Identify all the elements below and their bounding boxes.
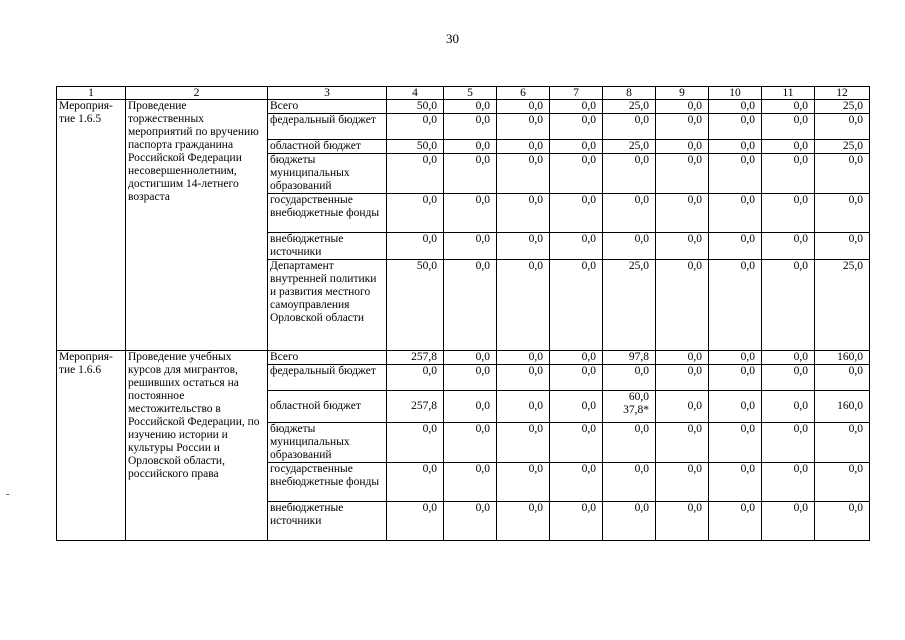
value-cell: 0,0 (656, 351, 709, 365)
value-cell: 0,0 (497, 233, 550, 260)
activity-title: Проведение торжественных мероприятий по вручению паспорта гражданина Российской Федерации несовершеннолетним, достигшим 14-летнего возраста (126, 100, 268, 351)
value-cell: 0,0 (656, 114, 709, 140)
value-cell: 0,0 (497, 194, 550, 233)
value-cell: 0,0 (497, 423, 550, 463)
funding-source: Всего (268, 351, 387, 365)
value-cell: 0,0 (656, 154, 709, 194)
value-cell: 0,0 (550, 154, 603, 194)
value-cell: 0,0 (550, 365, 603, 391)
value-cell: 50,0 (387, 140, 444, 154)
value-cell: 0,0 (762, 154, 815, 194)
value-cell: 0,0 (762, 351, 815, 365)
header-cell: 3 (268, 87, 387, 100)
header-cell: 12 (815, 87, 870, 100)
funding-source: государственные внебюджетные фонды (268, 463, 387, 502)
activity-code: Мероприя-тие 1.6.6 (57, 351, 126, 541)
funding-source: государственные внебюджетные фонды (268, 194, 387, 233)
header-cell: 1 (57, 87, 126, 100)
activity-title: Проведение учебных курсов для мигрантов, решивших остаться на постоянное местожительство в Российской Федерации, по изучению истории и культуры России и Орловской области, российского права (126, 351, 268, 541)
value-cell: 25,0 (815, 260, 870, 351)
value-cell: 0,0 (550, 463, 603, 502)
value-cell: 0,0 (656, 423, 709, 463)
funding-source: федеральный бюджет (268, 114, 387, 140)
value-cell: 0,0 (497, 351, 550, 365)
value-cell: 0,0 (603, 463, 656, 502)
value-cell: 0,0 (444, 502, 497, 541)
value-cell: 0,0 (656, 194, 709, 233)
value-cell: 0,0 (444, 194, 497, 233)
value-cell: 0,0 (497, 463, 550, 502)
value-cell: 0,0 (497, 154, 550, 194)
value-cell: 0,0 (815, 365, 870, 391)
value-cell: 0,0 (815, 463, 870, 502)
value-cell: 0,0 (656, 463, 709, 502)
page-number: 30 (446, 31, 459, 46)
value-cell: 0,0 (603, 154, 656, 194)
header-cell: 4 (387, 87, 444, 100)
value-cell: 25,0 (815, 100, 870, 114)
value-cell: 0,0 (497, 260, 550, 351)
value-cell: 0,0 (709, 140, 762, 154)
value-cell: 0,0 (815, 114, 870, 140)
value-cell: 0,0 (550, 194, 603, 233)
value-cell: 0,0 (762, 463, 815, 502)
header-cell: 11 (762, 87, 815, 100)
value-cell: 0,0 (497, 365, 550, 391)
value-cell: 0,0 (762, 114, 815, 140)
value-cell: 0,0 (656, 100, 709, 114)
header-cell: 10 (709, 87, 762, 100)
value-cell: 0,0 (550, 391, 603, 423)
value-cell: 0,0 (387, 365, 444, 391)
header-cell: 7 (550, 87, 603, 100)
value-cell: 0,0 (656, 365, 709, 391)
value-cell: 0,0 (497, 502, 550, 541)
margin-mark: - (6, 488, 10, 500)
value-cell: 0,0 (656, 502, 709, 541)
value-cell: 0,0 (497, 391, 550, 423)
value-cell: 0,0 (709, 194, 762, 233)
value-cell: 0,0 (550, 351, 603, 365)
value-cell: 25,0 (603, 100, 656, 114)
value-cell: 0,0 (815, 194, 870, 233)
value-cell (603, 391, 656, 423)
value-cell: 0,0 (709, 502, 762, 541)
value-cell: 0,0 (762, 391, 815, 423)
value-cell: 0,0 (603, 194, 656, 233)
value-cell: 0,0 (762, 194, 815, 233)
value-cell: 0,0 (550, 502, 603, 541)
value-cell: 0,0 (709, 260, 762, 351)
value-cell: 160,0 (815, 391, 870, 423)
value-cell: 50,0 (387, 260, 444, 351)
value-cell: 0,0 (444, 260, 497, 351)
header-cell: 6 (497, 87, 550, 100)
value-cell: 25,0 (603, 260, 656, 351)
funding-source: областной бюджет (268, 140, 387, 154)
funding-source: Департамент внутренней политики и развития местного самоуправления Орловской области (268, 260, 387, 351)
value-cell: 0,0 (709, 463, 762, 502)
value-cell: 0,0 (387, 233, 444, 260)
value-cell: 0,0 (603, 423, 656, 463)
value-cell: 0,0 (444, 351, 497, 365)
value-cell: 257,8 (387, 391, 444, 423)
value-cell: 0,0 (762, 260, 815, 351)
value-cell: 0,0 (387, 154, 444, 194)
value-cell: 0,0 (815, 154, 870, 194)
value-cell: 0,0 (444, 100, 497, 114)
value-cell: 0,0 (603, 365, 656, 391)
value-cell: 0,0 (444, 423, 497, 463)
value-cell-note: 37,8* (623, 404, 649, 416)
value-cell: 0,0 (444, 391, 497, 423)
header-cell: 8 (603, 87, 656, 100)
table-body (57, 100, 870, 541)
value-cell: 0,0 (444, 140, 497, 154)
value-cell: 0,0 (762, 423, 815, 463)
value-cell: 160,0 (815, 351, 870, 365)
value-cell: 0,0 (444, 463, 497, 502)
value-cell: 0,0 (550, 233, 603, 260)
value-cell: 0,0 (656, 260, 709, 351)
value-cell: 50,0 (387, 100, 444, 114)
value-cell: 0,0 (603, 114, 656, 140)
header-cell: 9 (656, 87, 709, 100)
value-cell-main: 60,0 (628, 391, 649, 403)
value-cell: 0,0 (709, 351, 762, 365)
table-row (57, 100, 870, 114)
value-cell: 25,0 (815, 140, 870, 154)
value-cell: 0,0 (709, 154, 762, 194)
value-cell: 0,0 (762, 100, 815, 114)
funding-source: бюджеты муниципальных образований (268, 423, 387, 463)
value-cell: 0,0 (656, 391, 709, 423)
value-cell: 0,0 (762, 140, 815, 154)
value-cell: 0,0 (815, 502, 870, 541)
funding-source: федеральный бюджет (268, 365, 387, 391)
value-cell: 0,0 (709, 423, 762, 463)
value-cell: 0,0 (762, 502, 815, 541)
value-cell: 0,0 (762, 233, 815, 260)
value-cell: 0,0 (550, 100, 603, 114)
funding-source: внебюджетные источники (268, 233, 387, 260)
funding-source: областной бюджет (268, 391, 387, 423)
activity-code: Мероприя-тие 1.6.5 (57, 100, 126, 351)
table-row (57, 351, 870, 365)
value-cell: 0,0 (603, 233, 656, 260)
header-cell: 2 (126, 87, 268, 100)
header-row (57, 87, 870, 100)
value-cell: 0,0 (444, 114, 497, 140)
value-cell: 0,0 (550, 423, 603, 463)
value-cell: 0,0 (656, 233, 709, 260)
value-cell: 0,0 (815, 423, 870, 463)
value-cell: 257,8 (387, 351, 444, 365)
value-cell: 0,0 (444, 365, 497, 391)
value-cell: 0,0 (444, 154, 497, 194)
value-cell: 0,0 (387, 194, 444, 233)
value-cell: 0,0 (387, 114, 444, 140)
value-cell: 0,0 (387, 423, 444, 463)
header-cell: 5 (444, 87, 497, 100)
value-cell: 0,0 (550, 260, 603, 351)
value-cell: 0,0 (709, 391, 762, 423)
value-cell: 0,0 (550, 114, 603, 140)
value-cell: 0,0 (497, 140, 550, 154)
value-cell: 0,0 (550, 140, 603, 154)
value-cell: 25,0 (603, 140, 656, 154)
value-cell: 0,0 (709, 114, 762, 140)
funding-source: внебюджетные источники (268, 502, 387, 541)
value-cell: 0,0 (603, 502, 656, 541)
value-cell: 0,0 (387, 463, 444, 502)
value-cell: 0,0 (497, 100, 550, 114)
value-cell: 0,0 (497, 114, 550, 140)
value-cell: 0,0 (444, 233, 497, 260)
value-cell: 97,8 (603, 351, 656, 365)
value-cell: 0,0 (709, 233, 762, 260)
funding-table (56, 86, 870, 541)
value-cell: 0,0 (762, 365, 815, 391)
value-cell: 0,0 (387, 502, 444, 541)
value-cell: 0,0 (709, 365, 762, 391)
funding-source: бюджеты муниципальных образований (268, 154, 387, 194)
value-cell: 0,0 (656, 140, 709, 154)
value-cell: 0,0 (815, 233, 870, 260)
funding-source: Всего (268, 100, 387, 114)
value-cell: 0,0 (709, 100, 762, 114)
